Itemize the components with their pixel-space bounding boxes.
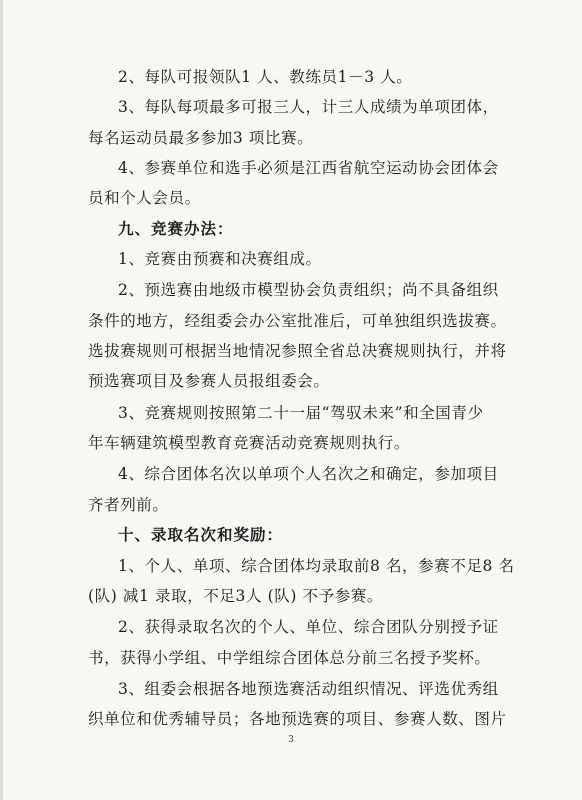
page-number: 3: [288, 735, 294, 745]
scan-edge: [0, 0, 3, 800]
text-line: 1、竞赛由预赛和决赛组成。: [118, 250, 322, 268]
text-line: 书，获得小学组、中学组综合团体总分前三名授予奖杯。: [88, 649, 491, 667]
text-line: 2、预选赛由地级市模型协会负责组织；尚不具备组织: [118, 281, 499, 299]
text-line: (队) 减1 录取，不足3人 (队) 不予参赛。: [88, 587, 384, 605]
section-heading: 九、竞赛办法：: [118, 219, 234, 238]
text-line: 3、每队每项最多可报三人，计三人成绩为单项团体，: [118, 98, 499, 116]
text-line: 每名运动员最多参加3 项比赛。: [88, 129, 314, 147]
text-line: 3、竞赛规则按照第二十一届“驾驭未来”和全国青少: [118, 404, 484, 422]
text-line: 条件的地方，经组委会办公室批准后，可单独组织选拔赛。: [88, 312, 507, 330]
text-line: 年车辆建筑模型教育竞赛活动竞赛规则执行。: [88, 434, 411, 452]
text-line: 2、每队可报领队1 人、教练员1－3 人。: [118, 68, 413, 86]
text-line: 员和个人会员。: [88, 189, 201, 207]
text-line: 1、个人、单项、综合团体均录取前8 名，参赛不足8 名: [118, 557, 515, 575]
text-line: 齐者列前。: [88, 496, 169, 514]
text-line: 预选赛项目及参赛人员报组委会。: [88, 372, 330, 390]
text-line: 4、参赛单位和选手必须是江西省航空运动协会团体会: [118, 159, 499, 177]
text-line: 织单位和优秀辅导员；各地预选赛的项目、参赛人数、图片: [88, 710, 507, 728]
text-line: 选拔赛规则可根据当地情况参照全省总决赛规则执行，并将: [88, 342, 507, 360]
text-line: 2、获得录取名次的个人、单位、综合团队分别授予证: [118, 618, 499, 636]
text-line: 4、综合团体名次以单项个人名次之和确定，参加项目: [118, 465, 499, 483]
text-line: 3、组委会根据各地预选赛活动组织情况、评选优秀组: [118, 680, 499, 698]
section-heading: 十、录取名次和奖励：: [118, 525, 284, 544]
